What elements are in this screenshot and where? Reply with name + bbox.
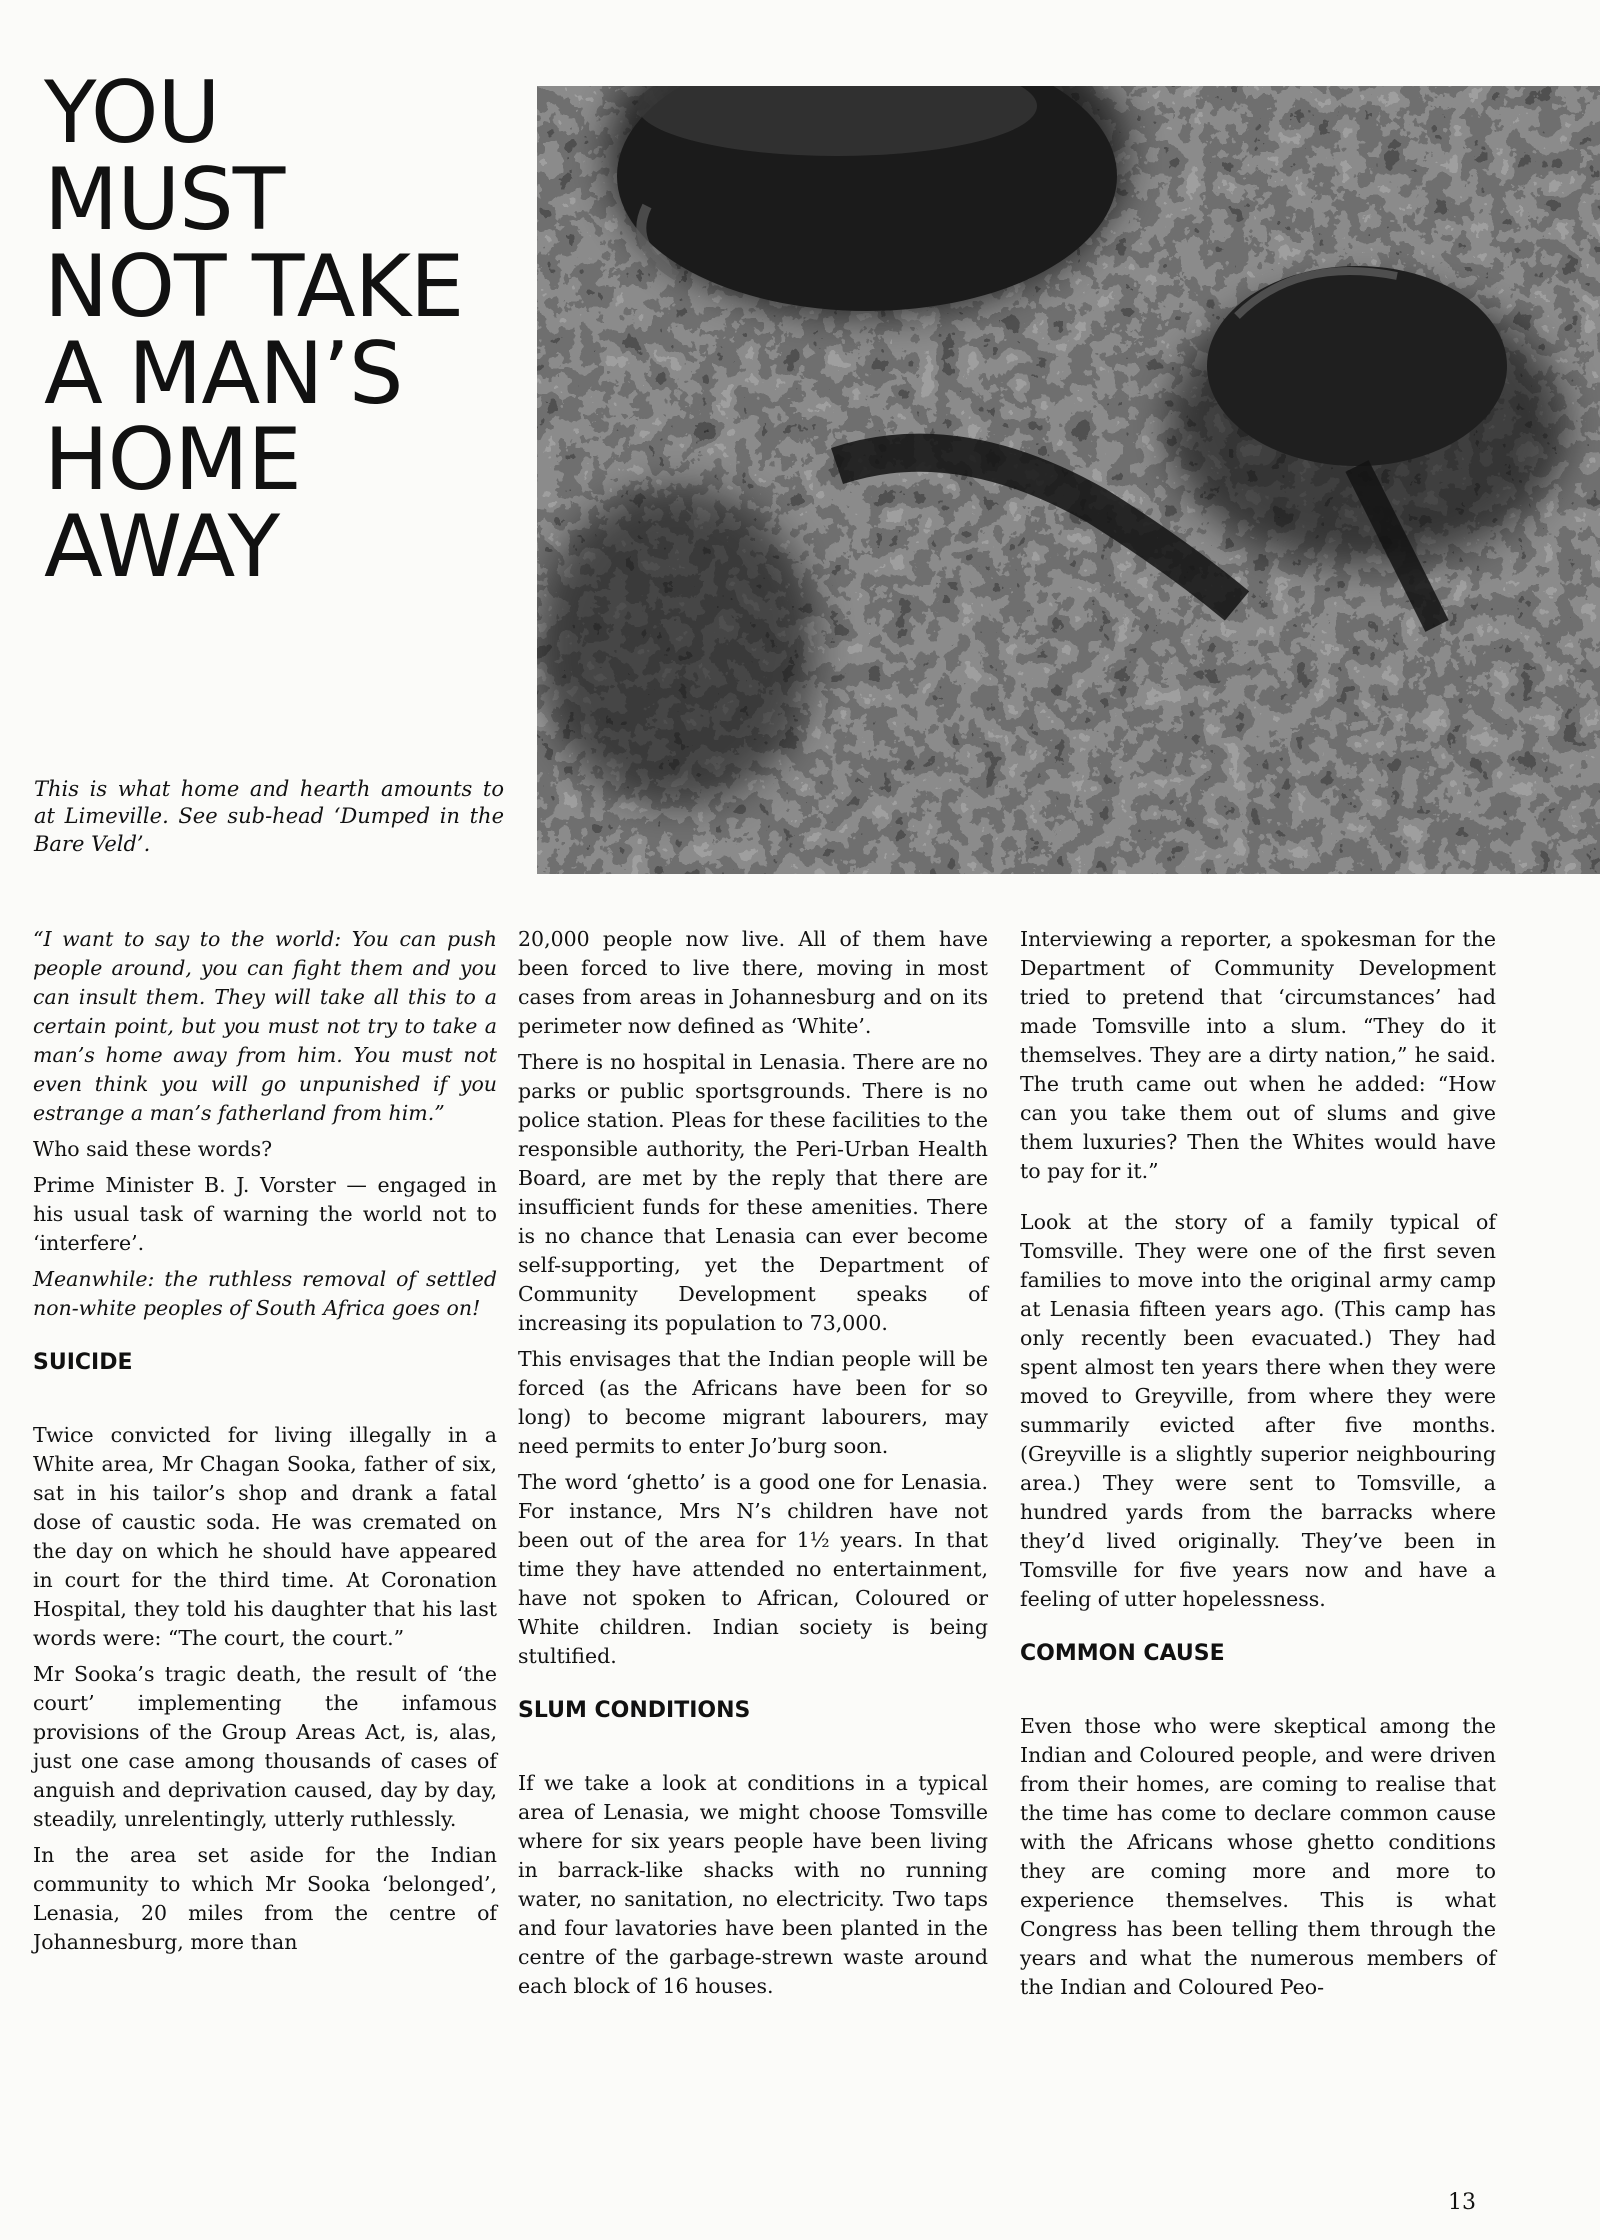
headline-line: YOU — [44, 63, 220, 163]
paragraph: There is no hospital in Lenasia. There are no parks or public sportsgrounds. There is no police station. Pleas for these facilities to the responsible authority, the Peri-Urban Health Board, are met by the reply that there are insufficient funds for these amenities. There is no chance that Lenasia can ever become self-supporting, yet the Department of Community Development speaks of increasing its population to 73,000. — [518, 1050, 988, 1335]
headline-line: NOT TAKE — [44, 236, 464, 337]
paragraph: Mr Sooka’s tragic death, the result of ‘the court’ implementing the infamous provisions of the Group Areas Act, is, alas, just one case among thousands of cases of anguish and deprivation caused, day by day, steadily, unrelentingly, utterly ruthlessly. — [33, 1662, 497, 1831]
paragraph: Interviewing a reporter, a spokesman for the Department of Community Development tried to pretend that ‘circumstances’ had made Tomsville into a slum. “They do it themselves. They are a dirty nation,” he said. The truth came out when he added: “How can you take them out of slums and give them luxuries? Then the Whites would have to pay for it.” — [1020, 927, 1496, 1183]
paragraph: If we take a look at conditions in a typical area of Lenasia, we might choose Tomsville where for six years people have been living in barrack-like shacks with no running water, no sanitation, no electricity. Two taps and four lavatories have been planted in the centre of the garbage-strewn waste around each block of 16 houses. — [518, 1771, 988, 1998]
paragraph: Look at the story of a family typical of Tomsville. They were one of the first seven families to move into the original army camp at Lenasia fifteen years ago. (This camp has only recently been evacuated.) They had spent almost ten years there when they were moved to Greyville, from where they were summarily evicted after five months. (Greyville is a slightly superior neighbouring area.) They were sent to Tomsville, a hundred yards from the barracks where they’d lived originally. They’ve been in Tomsville for five years now and have a feeling of utter hopelessness. — [1020, 1210, 1496, 1611]
headline-line: MUST — [44, 149, 285, 250]
subhead-suicide: SUICIDE — [33, 1350, 133, 1375]
paragraph: Meanwhile: the ruthless removal of settled non-white peoples of South Africa goes on! — [33, 1267, 497, 1320]
headline-line: A MAN’S — [44, 323, 403, 424]
headline-line: AWAY — [44, 497, 280, 598]
paragraph: The word ‘ghetto’ is a good one for Lenasia. For instance, Mrs N’s children have not been out of the area for 1½ years. In that time they have attended no entertainment, have not spoken to African, Coloured or White children. Indian society is being stultified. — [518, 1470, 988, 1668]
article-column-3 — [1020, 925, 1496, 2009]
headline-line: HOME — [44, 410, 301, 511]
paragraph: Twice convicted for living illegally in a White area, Mr Chagan Sooka, father of six, sat in his tailor’s shop and drank a fatal dose of caustic soda. He was cremated on the day on which he should have appeared in court for the third time. At Coronation Hospital, they told his daughter that his last words were: “The court, the court.” — [33, 1423, 497, 1650]
article-column-1 — [33, 925, 497, 1964]
vorster-quote: “I want to say to the world: You can push people around, you can fight them and you can insult them. They will take all this to a certain point, but you must not try to take a man’s home away from him. You must not even think you will go unpunished if you estrange a man’s fatherland from him.” — [33, 927, 497, 1125]
subhead-common-cause: COMMON CAUSE — [1020, 1641, 1225, 1666]
paragraph: In the area set aside for the Indian community to which Mr Sooka ‘belonged’, Lenasia, 20 miles from the centre of Johannesburg, more than — [33, 1843, 497, 1954]
photo-caption: This is what home and hearth amounts to at Limeville. See sub-head ‘Dumped in the Bare Veld’. — [34, 777, 504, 856]
headline — [44, 63, 524, 598]
photo-pots-on-ground-icon — [537, 86, 1600, 874]
paragraph: Who said these words? — [33, 1137, 273, 1161]
paragraph: Prime Minister B. J. Vorster — engaged in his usual task of warning the world not to ‘interfere’. — [33, 1173, 497, 1255]
article-column-2 — [518, 925, 988, 2008]
subhead-slum-conditions: SLUM CONDITIONS — [518, 1698, 751, 1723]
photo-home-and-hearth — [537, 86, 1600, 874]
page-number: 13 — [1448, 2190, 1476, 2215]
paragraph: 20,000 people now live. All of them have been forced to live there, moving in most cases from areas in Johannesburg and on its perimeter now defined as ‘White’. — [518, 927, 988, 1038]
paragraph: Even those who were skeptical among the Indian and Coloured people, and were driven from their homes, are coming to realise that the time has come to declare common cause with the Africans whose ghetto conditions they are coming more and more to experience themselves. This is what Congress has been telling them through the years and what the numerous members of the Indian and Coloured Peo- — [1020, 1714, 1496, 1999]
paragraph: This envisages that the Indian people will be forced (as the Africans have been for so long) to become migrant labourers, may need permits to enter Jo’burg soon. — [518, 1347, 988, 1458]
